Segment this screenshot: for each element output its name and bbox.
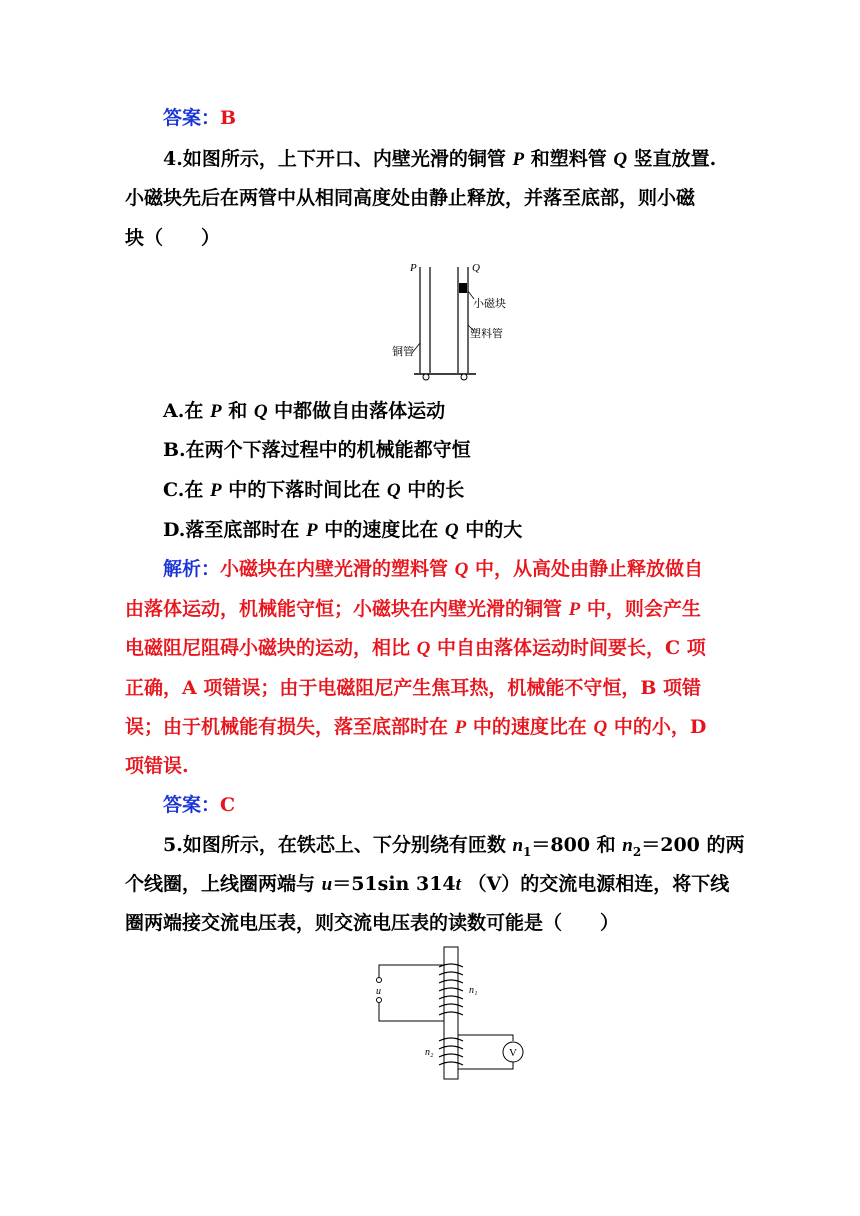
answer-label: 答案： — [163, 107, 221, 129]
option-b: B.在两个下落过程中的机械能都守恒 — [163, 439, 471, 461]
label-u: u — [376, 986, 381, 997]
question-text: 如图所示，上下开口、内壁光滑的铜管 — [182, 148, 513, 170]
transformer-figure — [365, 945, 535, 1085]
subscript: 1 — [523, 844, 532, 859]
option-text: 和 — [221, 400, 254, 422]
subscript: 2 — [632, 844, 642, 859]
option-text: 中的长 — [400, 479, 465, 501]
label-plastic: 塑料管 — [470, 328, 503, 340]
analysis-text: 中，从高处由静止释放做自 — [468, 558, 703, 580]
analysis-line-3 — [125, 635, 706, 662]
magnet-block — [459, 283, 467, 293]
question-5-line-1 — [163, 832, 745, 865]
question-text: 如图所示，在铁芯上、下分别绕有匝数 — [182, 834, 513, 856]
analysis-line-2 — [125, 596, 701, 623]
analysis-line-4: 正确，A 项错误；由于电磁阻尼产生焦耳热，机械能不守恒，B 项错 — [125, 677, 702, 699]
analysis-text: 中，则会产生 — [580, 598, 701, 620]
analysis-text: 电磁阻尼阻碍小磁块的运动，相比 — [125, 637, 417, 659]
question-text: 和塑料管 — [524, 148, 614, 170]
answer-value: B — [220, 107, 237, 129]
var-u: u — [321, 874, 333, 895]
question-5-line-2 — [125, 871, 729, 898]
answer-value: C — [220, 794, 236, 816]
option-d — [163, 517, 522, 544]
var-n: n — [622, 835, 633, 856]
question-text: 个线圈，上线圈两端与 — [125, 873, 322, 895]
option-text: 中的下落时间比在 — [221, 479, 387, 501]
option-text: 中的大 — [458, 519, 523, 541]
question-number: 4. — [163, 148, 183, 170]
var-P: P — [210, 480, 222, 501]
question-text: 竖直放置. — [627, 148, 717, 170]
var-Q: Q — [386, 480, 401, 501]
question-4-line-2: 小磁块先后在两管中从相同高度处由静止释放，并落至底部，则小磁 — [125, 187, 696, 209]
label-n2: n₂ — [425, 1047, 434, 1058]
var-Q: Q — [416, 638, 431, 659]
var-P: P — [568, 599, 581, 620]
question-text: ＝200 的两 — [641, 834, 745, 856]
var-P: P — [454, 717, 467, 738]
terminal — [377, 998, 382, 1003]
var-Q: Q — [444, 520, 459, 541]
upper-wire — [379, 1003, 444, 1021]
answer-line — [163, 105, 236, 131]
var-Q: Q — [593, 717, 608, 738]
option-text: C.在 — [163, 479, 211, 501]
question-text: ＝51sin 314 — [332, 873, 456, 895]
question-4-line-3: 块（ ） — [125, 227, 221, 249]
analysis-text: 误；由于机械能有损失，落至底部时在 — [125, 716, 455, 738]
question-4-line-1 — [163, 146, 716, 173]
terminal — [377, 978, 382, 983]
option-text: A.在 — [163, 400, 210, 422]
question-text: ＝800 和 — [531, 834, 623, 856]
label-magnet: 小磁块 — [473, 298, 506, 310]
upper-wire — [379, 965, 444, 977]
label-V: V — [509, 1047, 517, 1059]
var-t: t — [455, 874, 461, 895]
var-Q: Q — [253, 401, 268, 422]
label-copper: 铜管 — [392, 346, 414, 358]
question-5-line-3: 圈两端接交流电压表，则交流电压表的读数可能是（ ） — [125, 912, 620, 934]
analysis-label: 解析： — [163, 558, 221, 580]
option-text: 中都做自由落体运动 — [267, 400, 446, 422]
analysis-text: 中自由落体运动时间要长，C 项 — [430, 637, 706, 659]
tubes-figure — [380, 255, 530, 385]
label-P: P — [410, 262, 417, 274]
analysis-line-1 — [163, 556, 703, 583]
var-P: P — [512, 149, 525, 170]
var-n: n — [512, 835, 524, 856]
answer-line — [163, 792, 235, 818]
var-P: P — [209, 401, 222, 422]
option-text: 中的速度比在 — [317, 519, 445, 541]
var-P: P — [306, 520, 318, 541]
var-Q: Q — [454, 559, 469, 580]
label-n1: n₁ — [469, 985, 478, 996]
analysis-text: 小磁块在内壁光滑的塑料管 — [220, 558, 455, 580]
analysis-text: 中的小，D — [607, 716, 707, 738]
base-wheel — [461, 374, 467, 380]
analysis-line-5 — [125, 714, 706, 741]
analysis-line-6: 项错误. — [125, 755, 189, 777]
analysis-text: 由落体运动，机械能守恒；小磁块在内壁光滑的铜管 — [125, 598, 569, 620]
analysis-text: 中的速度比在 — [466, 716, 594, 738]
answer-label: 答案： — [163, 794, 221, 816]
base-wheel — [423, 374, 429, 380]
lower-wire — [458, 1035, 513, 1041]
question-text: （V）的交流电源相连，将下线 — [460, 873, 730, 895]
question-number: 5. — [163, 834, 183, 856]
option-c — [163, 477, 464, 504]
lower-wire — [458, 1062, 513, 1069]
option-a — [163, 398, 445, 425]
label-Q: Q — [472, 262, 480, 274]
option-text: D.落至底部时在 — [163, 519, 307, 541]
var-Q: Q — [613, 149, 628, 170]
